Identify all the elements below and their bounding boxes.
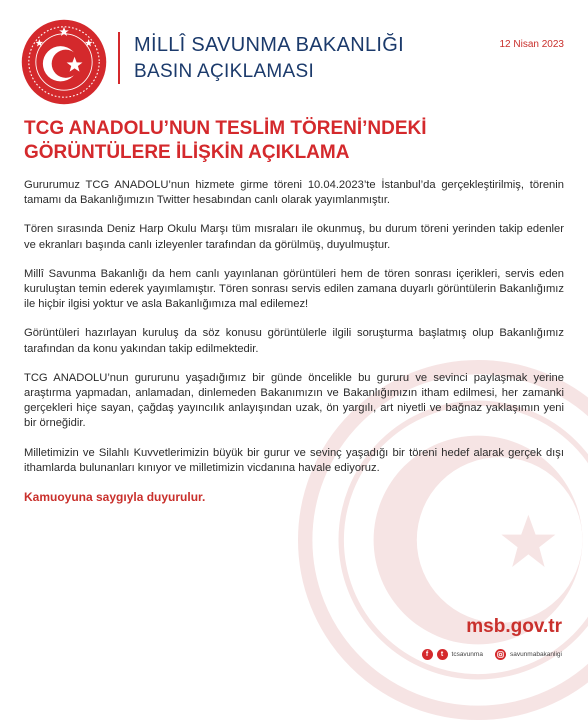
document-type: BASIN AÇIKLAMASI <box>134 61 315 82</box>
headline <box>24 117 454 165</box>
release-date: 12 Nisan 2023 <box>499 39 564 50</box>
social-handle-2[interactable]: savunmabakanligi <box>509 651 562 658</box>
paragraph-6: Milletimizin ve Silahlı Kuvvetlerimizin büyük bir gurur ve sevinç yaşadığı bir töreni hedef alarak gerçek dışı ithamlarda bulunanları kınıyor ve milletimizin vicdanına havale ediyoruz. <box>24 446 564 474</box>
statement-body <box>24 178 564 504</box>
ministry-name: MİLLÎ SAVUNMA BAKANLIĞI <box>134 34 404 56</box>
paragraph-1: Gururumuz TCG ANADOLU’nun hizmete girme töreni 10.04.2023’te İstanbul’da gerçekleştirilmiş, törenin tamamı da Bakanlığımızın Twitter hesabından canlı olarak yayımlanmıştır. <box>24 179 564 207</box>
social-links <box>422 649 562 660</box>
paragraph-5: TCG ANADOLU’nun gururunu yaşadığımız bir günde öncelikle bu gururu ve sevinci paylaşmak yerine araştırma yapmadan, anlamadan, dinlemeden Bakanımızın ve Bakanlığımızın itham edilmesi, her zamanki gerçekleri hiçe sayan, çağdaş yayıncılık anlayışından uzak, ön yargılı, art niyetli ve bağnaz yaklaşımın yeni bir örneğidir. <box>24 371 564 430</box>
headline-line-2: GÖRÜNTÜLERE İLİŞKİN AÇIKLAMA <box>24 142 350 163</box>
instagram-icon[interactable] <box>495 649 506 660</box>
headline-line-1: TCG ANADOLU’NUN TESLİM TÖRENİ’NDEKİ <box>24 118 427 139</box>
closing-line: Kamuoyuna saygıyla duyurulur. <box>24 490 206 505</box>
paragraph-3: Millî Savunma Bakanlığı da hem canlı yayınlanan görüntüleri hem de tören sonrası içerikleri, servis eden kuruluştan temin ederek yayımlamıştır. Tören sonrası servis edilen zamana duyarlı görüntülerin Bakanlığımız ile hiçbir ilgisi yoktur ve asla Bakanlığımıza mal edilemez! <box>24 267 564 311</box>
twitter-icon[interactable]: t <box>437 649 448 660</box>
social-handle-1[interactable]: tcsavunma <box>451 651 483 658</box>
ministry-emblem-icon <box>20 18 108 106</box>
header-divider <box>118 32 120 84</box>
facebook-icon[interactable]: f <box>422 649 433 660</box>
paragraph-2: Tören sırasında Deniz Harp Okulu Marşı tüm mısraları ile okunmuş, bu durum töreni yerinden takip edenler ve ekranları başında canlı izleyenler tarafından da görülmüş, duyulmuştur. <box>24 223 564 251</box>
website-link[interactable]: msb.gov.tr <box>466 616 562 637</box>
paragraph-4: Görüntüleri hazırlayan kuruluş da söz konusu görüntülerle ilgili soruşturma başlatmış olup Bakanlığımız tarafından da konu yakından takip edilmektedir. <box>24 327 564 355</box>
